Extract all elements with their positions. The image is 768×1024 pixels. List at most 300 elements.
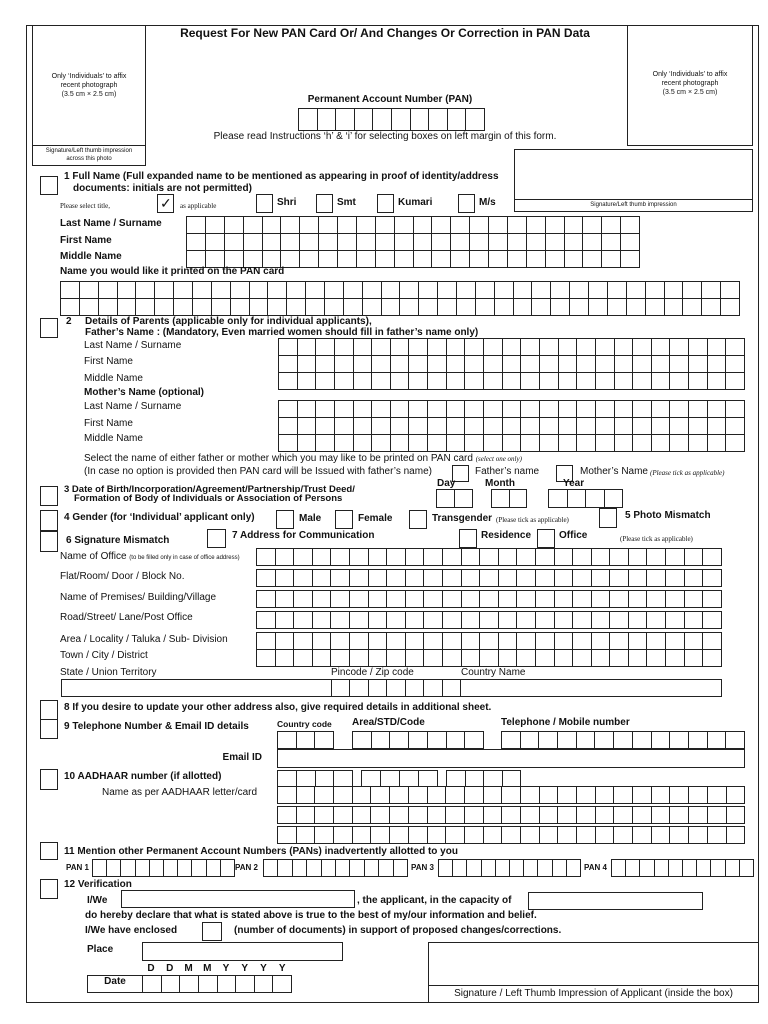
char-box[interactable] bbox=[633, 418, 652, 434]
place-input[interactable] bbox=[142, 942, 343, 961]
char-box[interactable] bbox=[428, 435, 447, 451]
char-box[interactable] bbox=[315, 787, 334, 803]
char-box[interactable] bbox=[263, 234, 282, 250]
dob-month-boxes[interactable] bbox=[491, 489, 527, 508]
char-box[interactable] bbox=[536, 612, 555, 628]
char-box[interactable] bbox=[465, 339, 484, 355]
char-box[interactable] bbox=[331, 633, 350, 649]
char-box[interactable] bbox=[629, 633, 648, 649]
char-box[interactable] bbox=[424, 570, 443, 586]
char-box[interactable] bbox=[655, 860, 669, 876]
char-box[interactable] bbox=[484, 771, 503, 787]
char-box[interactable] bbox=[685, 650, 704, 666]
char-box[interactable] bbox=[708, 435, 727, 451]
dob-day-boxes[interactable] bbox=[436, 489, 473, 508]
char-box[interactable] bbox=[546, 251, 565, 267]
char-box[interactable] bbox=[495, 299, 514, 315]
mother-first-boxes[interactable] bbox=[278, 417, 745, 435]
char-box[interactable] bbox=[354, 401, 373, 417]
char-box[interactable] bbox=[666, 549, 685, 565]
char-box[interactable] bbox=[294, 633, 313, 649]
char-box[interactable] bbox=[726, 860, 740, 876]
char-box[interactable] bbox=[391, 401, 410, 417]
char-box[interactable] bbox=[446, 827, 465, 843]
char-box[interactable] bbox=[652, 435, 671, 451]
char-box[interactable] bbox=[708, 356, 727, 372]
char-box[interactable] bbox=[470, 234, 489, 250]
char-box[interactable] bbox=[577, 418, 596, 434]
char-box[interactable] bbox=[510, 860, 524, 876]
char-box[interactable] bbox=[573, 570, 592, 586]
telephone-boxes[interactable] bbox=[501, 731, 745, 749]
char-box[interactable] bbox=[406, 570, 425, 586]
char-box[interactable] bbox=[428, 807, 447, 823]
char-box[interactable] bbox=[373, 109, 392, 130]
char-box[interactable] bbox=[298, 373, 317, 389]
char-box[interactable] bbox=[315, 827, 334, 843]
pincode-boxes[interactable] bbox=[331, 679, 461, 697]
char-box[interactable] bbox=[419, 299, 438, 315]
char-box[interactable] bbox=[652, 339, 671, 355]
char-box[interactable] bbox=[281, 234, 300, 250]
char-box[interactable] bbox=[395, 217, 414, 233]
char-box[interactable] bbox=[689, 401, 708, 417]
char-box[interactable] bbox=[221, 860, 234, 876]
char-box[interactable] bbox=[551, 282, 570, 298]
char-box[interactable] bbox=[685, 633, 704, 649]
char-box[interactable] bbox=[540, 373, 559, 389]
char-box[interactable] bbox=[536, 591, 555, 607]
char-box[interactable] bbox=[558, 827, 577, 843]
char-box[interactable] bbox=[372, 373, 391, 389]
char-box[interactable] bbox=[300, 234, 319, 250]
char-box[interactable] bbox=[470, 217, 489, 233]
char-box[interactable] bbox=[319, 251, 338, 267]
char-box[interactable] bbox=[428, 827, 447, 843]
char-box[interactable] bbox=[465, 401, 484, 417]
char-box[interactable] bbox=[555, 549, 574, 565]
char-box[interactable] bbox=[610, 549, 629, 565]
section-11-checkbox[interactable] bbox=[40, 842, 58, 860]
section-10-checkbox[interactable] bbox=[40, 769, 58, 790]
char-box[interactable] bbox=[462, 650, 481, 666]
char-box[interactable] bbox=[118, 282, 137, 298]
char-box[interactable] bbox=[174, 299, 193, 315]
char-box[interactable] bbox=[517, 570, 536, 586]
char-box[interactable] bbox=[143, 976, 162, 992]
father-last-boxes[interactable] bbox=[278, 338, 745, 356]
capacity-input[interactable] bbox=[528, 892, 703, 910]
char-box[interactable] bbox=[666, 612, 685, 628]
char-box[interactable] bbox=[369, 549, 388, 565]
char-box[interactable] bbox=[372, 339, 391, 355]
char-box[interactable] bbox=[521, 356, 540, 372]
char-box[interactable] bbox=[517, 612, 536, 628]
char-box[interactable] bbox=[268, 282, 287, 298]
char-box[interactable] bbox=[432, 251, 451, 267]
char-box[interactable] bbox=[538, 860, 552, 876]
char-box[interactable] bbox=[353, 732, 372, 748]
char-box[interactable] bbox=[540, 339, 559, 355]
char-box[interactable] bbox=[465, 373, 484, 389]
char-box[interactable] bbox=[708, 401, 727, 417]
char-box[interactable] bbox=[199, 976, 218, 992]
char-box[interactable] bbox=[263, 251, 282, 267]
char-box[interactable] bbox=[489, 234, 508, 250]
char-box[interactable] bbox=[670, 339, 689, 355]
char-box[interactable] bbox=[391, 339, 410, 355]
char-box[interactable] bbox=[629, 591, 648, 607]
char-box[interactable] bbox=[319, 234, 338, 250]
town-boxes[interactable] bbox=[256, 649, 722, 667]
char-box[interactable] bbox=[536, 549, 555, 565]
char-box[interactable] bbox=[446, 787, 465, 803]
aadhaar-name-boxes[interactable] bbox=[277, 786, 745, 804]
pan1-boxes[interactable] bbox=[92, 859, 235, 877]
char-box[interactable] bbox=[647, 612, 666, 628]
char-box[interactable] bbox=[443, 549, 462, 565]
char-box[interactable] bbox=[212, 282, 231, 298]
char-box[interactable] bbox=[489, 217, 508, 233]
char-box[interactable] bbox=[61, 299, 80, 315]
char-box[interactable] bbox=[379, 860, 393, 876]
char-box[interactable] bbox=[447, 339, 466, 355]
flat-boxes[interactable] bbox=[256, 569, 722, 587]
char-box[interactable] bbox=[278, 771, 297, 787]
char-box[interactable] bbox=[257, 633, 276, 649]
char-box[interactable] bbox=[502, 732, 521, 748]
char-box[interactable] bbox=[390, 732, 409, 748]
char-box[interactable] bbox=[409, 418, 428, 434]
char-box[interactable] bbox=[325, 282, 344, 298]
char-box[interactable] bbox=[406, 612, 425, 628]
char-box[interactable] bbox=[429, 109, 448, 130]
char-box[interactable] bbox=[174, 282, 193, 298]
char-box[interactable] bbox=[499, 612, 518, 628]
char-box[interactable] bbox=[499, 633, 518, 649]
char-box[interactable] bbox=[589, 282, 608, 298]
char-box[interactable] bbox=[437, 490, 455, 507]
char-box[interactable] bbox=[428, 373, 447, 389]
char-box[interactable] bbox=[647, 570, 666, 586]
char-box[interactable] bbox=[521, 732, 540, 748]
char-box[interactable] bbox=[428, 339, 447, 355]
char-box[interactable] bbox=[514, 282, 533, 298]
char-box[interactable] bbox=[244, 251, 263, 267]
char-box[interactable] bbox=[387, 549, 406, 565]
char-box[interactable] bbox=[80, 282, 99, 298]
char-box[interactable] bbox=[193, 282, 212, 298]
char-box[interactable] bbox=[376, 234, 395, 250]
char-box[interactable] bbox=[193, 299, 212, 315]
char-box[interactable] bbox=[484, 339, 503, 355]
char-box[interactable] bbox=[503, 418, 522, 434]
char-box[interactable] bbox=[316, 435, 335, 451]
char-box[interactable] bbox=[708, 787, 727, 803]
char-box[interactable] bbox=[689, 418, 708, 434]
char-box[interactable] bbox=[536, 570, 555, 586]
char-box[interactable] bbox=[365, 860, 379, 876]
char-box[interactable] bbox=[559, 339, 578, 355]
char-box[interactable] bbox=[726, 373, 744, 389]
std-code-boxes[interactable] bbox=[352, 731, 484, 749]
char-box[interactable] bbox=[546, 234, 565, 250]
char-box[interactable] bbox=[573, 591, 592, 607]
char-box[interactable] bbox=[316, 418, 335, 434]
char-box[interactable] bbox=[155, 299, 174, 315]
char-box[interactable] bbox=[484, 827, 503, 843]
char-box[interactable] bbox=[559, 435, 578, 451]
char-box[interactable] bbox=[633, 339, 652, 355]
char-box[interactable] bbox=[369, 633, 388, 649]
char-box[interactable] bbox=[536, 633, 555, 649]
office-checkbox[interactable] bbox=[537, 529, 555, 548]
char-box[interactable] bbox=[629, 612, 648, 628]
char-box[interactable] bbox=[400, 771, 419, 787]
char-box[interactable] bbox=[451, 234, 470, 250]
char-box[interactable] bbox=[633, 732, 652, 748]
char-box[interactable] bbox=[257, 570, 276, 586]
char-box[interactable] bbox=[502, 827, 521, 843]
char-box[interactable] bbox=[565, 251, 584, 267]
char-box[interactable] bbox=[721, 282, 739, 298]
char-box[interactable] bbox=[596, 401, 615, 417]
char-box[interactable] bbox=[276, 549, 295, 565]
char-box[interactable] bbox=[306, 282, 325, 298]
char-box[interactable] bbox=[476, 282, 495, 298]
char-box[interactable] bbox=[93, 860, 107, 876]
applicant-name-input[interactable] bbox=[121, 890, 355, 908]
char-box[interactable] bbox=[297, 787, 316, 803]
char-box[interactable] bbox=[406, 549, 425, 565]
char-box[interactable] bbox=[646, 282, 665, 298]
char-box[interactable] bbox=[372, 435, 391, 451]
char-box[interactable] bbox=[565, 217, 584, 233]
char-box[interactable] bbox=[372, 401, 391, 417]
char-box[interactable] bbox=[683, 860, 697, 876]
char-box[interactable] bbox=[462, 549, 481, 565]
char-box[interactable] bbox=[596, 418, 615, 434]
char-box[interactable] bbox=[350, 650, 369, 666]
char-box[interactable] bbox=[689, 339, 708, 355]
char-box[interactable] bbox=[527, 217, 546, 233]
char-box[interactable] bbox=[350, 591, 369, 607]
pan4-boxes[interactable] bbox=[611, 859, 754, 877]
section-2-checkbox[interactable] bbox=[40, 318, 58, 338]
char-box[interactable] bbox=[136, 282, 155, 298]
char-box[interactable] bbox=[369, 612, 388, 628]
char-box[interactable] bbox=[350, 549, 369, 565]
char-box[interactable] bbox=[319, 217, 338, 233]
char-box[interactable] bbox=[508, 234, 527, 250]
char-box[interactable] bbox=[279, 435, 298, 451]
char-box[interactable] bbox=[669, 860, 683, 876]
char-box[interactable] bbox=[325, 299, 344, 315]
char-box[interactable] bbox=[670, 807, 689, 823]
char-box[interactable] bbox=[294, 612, 313, 628]
char-box[interactable] bbox=[80, 299, 99, 315]
char-box[interactable] bbox=[614, 807, 633, 823]
char-box[interactable] bbox=[332, 680, 350, 696]
char-box[interactable] bbox=[697, 860, 711, 876]
char-box[interactable] bbox=[316, 401, 335, 417]
char-box[interactable] bbox=[602, 217, 621, 233]
char-box[interactable] bbox=[540, 827, 559, 843]
char-box[interactable] bbox=[447, 356, 466, 372]
char-box[interactable] bbox=[257, 650, 276, 666]
char-box[interactable] bbox=[446, 807, 465, 823]
char-box[interactable] bbox=[236, 976, 255, 992]
char-box[interactable] bbox=[331, 650, 350, 666]
state-input[interactable] bbox=[61, 679, 332, 697]
char-box[interactable] bbox=[652, 827, 671, 843]
char-box[interactable] bbox=[702, 282, 721, 298]
char-box[interactable] bbox=[338, 234, 357, 250]
char-box[interactable] bbox=[350, 570, 369, 586]
char-box[interactable] bbox=[670, 787, 689, 803]
char-box[interactable] bbox=[480, 591, 499, 607]
char-box[interactable] bbox=[313, 650, 332, 666]
char-box[interactable] bbox=[577, 373, 596, 389]
char-box[interactable] bbox=[331, 591, 350, 607]
char-box[interactable] bbox=[297, 807, 316, 823]
char-box[interactable] bbox=[369, 591, 388, 607]
char-box[interactable] bbox=[164, 860, 178, 876]
char-box[interactable] bbox=[376, 217, 395, 233]
char-box[interactable] bbox=[395, 251, 414, 267]
char-box[interactable] bbox=[555, 570, 574, 586]
char-box[interactable] bbox=[570, 282, 589, 298]
char-box[interactable] bbox=[484, 807, 503, 823]
char-box[interactable] bbox=[390, 787, 409, 803]
char-box[interactable] bbox=[390, 827, 409, 843]
char-box[interactable] bbox=[61, 282, 80, 298]
char-box[interactable] bbox=[465, 356, 484, 372]
char-box[interactable] bbox=[316, 339, 335, 355]
char-box[interactable] bbox=[424, 612, 443, 628]
char-box[interactable] bbox=[614, 732, 633, 748]
char-box[interactable] bbox=[465, 787, 484, 803]
char-box[interactable] bbox=[387, 570, 406, 586]
char-box[interactable] bbox=[281, 217, 300, 233]
char-box[interactable] bbox=[306, 299, 325, 315]
char-box[interactable] bbox=[614, 827, 633, 843]
char-box[interactable] bbox=[294, 570, 313, 586]
char-box[interactable] bbox=[670, 827, 689, 843]
char-box[interactable] bbox=[335, 373, 354, 389]
char-box[interactable] bbox=[503, 373, 522, 389]
char-box[interactable] bbox=[335, 356, 354, 372]
char-box[interactable] bbox=[313, 570, 332, 586]
char-box[interactable] bbox=[447, 771, 466, 787]
char-box[interactable] bbox=[484, 787, 503, 803]
char-box[interactable] bbox=[703, 570, 721, 586]
char-box[interactable] bbox=[480, 633, 499, 649]
char-box[interactable] bbox=[357, 234, 376, 250]
country-input[interactable] bbox=[460, 679, 722, 697]
char-box[interactable] bbox=[406, 591, 425, 607]
char-box[interactable] bbox=[331, 570, 350, 586]
char-box[interactable] bbox=[354, 356, 373, 372]
premises-boxes[interactable] bbox=[256, 590, 722, 608]
aadhaar-name-boxes-2[interactable] bbox=[277, 806, 745, 824]
char-box[interactable] bbox=[447, 401, 466, 417]
documents-count-input[interactable] bbox=[202, 922, 222, 941]
char-box[interactable] bbox=[406, 650, 425, 666]
char-box[interactable] bbox=[276, 570, 295, 586]
char-box[interactable] bbox=[369, 680, 387, 696]
char-box[interactable] bbox=[685, 591, 704, 607]
char-box[interactable] bbox=[406, 680, 424, 696]
char-box[interactable] bbox=[683, 282, 702, 298]
char-box[interactable] bbox=[338, 217, 357, 233]
char-box[interactable] bbox=[647, 591, 666, 607]
char-box[interactable] bbox=[508, 251, 527, 267]
char-box[interactable] bbox=[331, 549, 350, 565]
char-box[interactable] bbox=[411, 109, 430, 130]
char-box[interactable] bbox=[573, 612, 592, 628]
section-3-checkbox[interactable] bbox=[40, 486, 58, 506]
char-box[interactable] bbox=[455, 490, 472, 507]
char-box[interactable] bbox=[727, 787, 745, 803]
char-box[interactable] bbox=[480, 549, 499, 565]
char-box[interactable] bbox=[206, 234, 225, 250]
char-box[interactable] bbox=[281, 251, 300, 267]
char-box[interactable] bbox=[300, 217, 319, 233]
char-box[interactable] bbox=[335, 435, 354, 451]
char-box[interactable] bbox=[559, 401, 578, 417]
char-box[interactable] bbox=[257, 591, 276, 607]
char-box[interactable] bbox=[521, 373, 540, 389]
title-kumari-checkbox[interactable] bbox=[377, 194, 394, 213]
section-1-checkbox[interactable] bbox=[40, 176, 58, 195]
char-box[interactable] bbox=[192, 860, 206, 876]
char-box[interactable] bbox=[596, 339, 615, 355]
section-6-checkbox[interactable] bbox=[40, 531, 58, 552]
char-box[interactable] bbox=[225, 234, 244, 250]
char-box[interactable] bbox=[583, 234, 602, 250]
char-box[interactable] bbox=[457, 299, 476, 315]
gender-transgender-checkbox[interactable] bbox=[409, 510, 427, 529]
mother-middle-boxes[interactable] bbox=[278, 434, 745, 452]
char-box[interactable] bbox=[278, 787, 297, 803]
char-box[interactable] bbox=[553, 860, 567, 876]
char-box[interactable] bbox=[465, 435, 484, 451]
char-box[interactable] bbox=[376, 251, 395, 267]
char-box[interactable] bbox=[391, 356, 410, 372]
char-box[interactable] bbox=[559, 356, 578, 372]
mother-last-boxes[interactable] bbox=[278, 400, 745, 418]
char-box[interactable] bbox=[187, 217, 206, 233]
char-box[interactable] bbox=[465, 732, 483, 748]
char-box[interactable] bbox=[297, 827, 316, 843]
char-box[interactable] bbox=[447, 435, 466, 451]
last-name-boxes[interactable] bbox=[186, 216, 640, 234]
char-box[interactable] bbox=[610, 650, 629, 666]
char-box[interactable] bbox=[703, 612, 721, 628]
char-box[interactable] bbox=[335, 401, 354, 417]
char-box[interactable] bbox=[577, 827, 596, 843]
char-box[interactable] bbox=[711, 860, 725, 876]
char-box[interactable] bbox=[244, 217, 263, 233]
char-box[interactable] bbox=[428, 356, 447, 372]
char-box[interactable] bbox=[503, 339, 522, 355]
char-box[interactable] bbox=[424, 549, 443, 565]
char-box[interactable] bbox=[300, 251, 319, 267]
char-box[interactable] bbox=[621, 234, 639, 250]
aadhaar-name-boxes-3[interactable] bbox=[277, 826, 745, 844]
char-box[interactable] bbox=[629, 570, 648, 586]
